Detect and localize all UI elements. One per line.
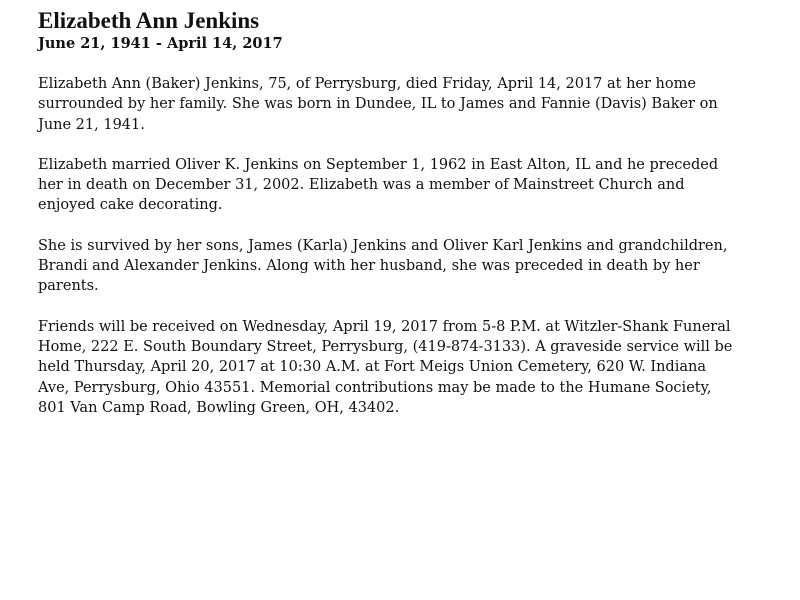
paragraph-services: Friends will be received on Wednesday, April 19, 2017 from 5-8 P.M. at Witzler-Shank Funeral Home, 222 E. South Boundary Street, Perrysburg, (419-874-3133). A graveside service will be held Thursday, April 20, 2017 at 10:30 A.M. at Fort Meigs Union Cemetery, 620 W. Indiana Ave, Perrysburg, Ohio 43551. Memorial contributions may be made to the Humane Society, 801 Van Camp Road, Bowling Green, OH, 43402. <box>38 318 733 416</box>
obituary-name: Elizabeth Ann Jenkins <box>38 8 260 33</box>
paragraph-survivors: She is survived by her sons, James (Karla) Jenkins and Oliver Karl Jenkins and grandchildren, Brandi and Alexander Jenkins. Along with her husband, she was preceded in death by her parents. <box>38 237 728 295</box>
paragraph-biography: Elizabeth Ann (Baker) Jenkins, 75, of Perrysburg, died Friday, April 14, 2017 at her home surrounded by her family. She was born in Dundee, IL to James and Fannie (Davis) Baker on June 21, 1941. <box>38 76 718 133</box>
paragraph-marriage: Elizabeth married Oliver K. Jenkins on September 1, 1962 in East Alton, IL and he preceded her in death on December 31, 2002. Elizabeth was a member of Mainstreet Church and enjoyed cake decorating. <box>38 156 719 214</box>
obituary-dates: June 21, 1941 - April 14, 2017 <box>38 35 283 52</box>
